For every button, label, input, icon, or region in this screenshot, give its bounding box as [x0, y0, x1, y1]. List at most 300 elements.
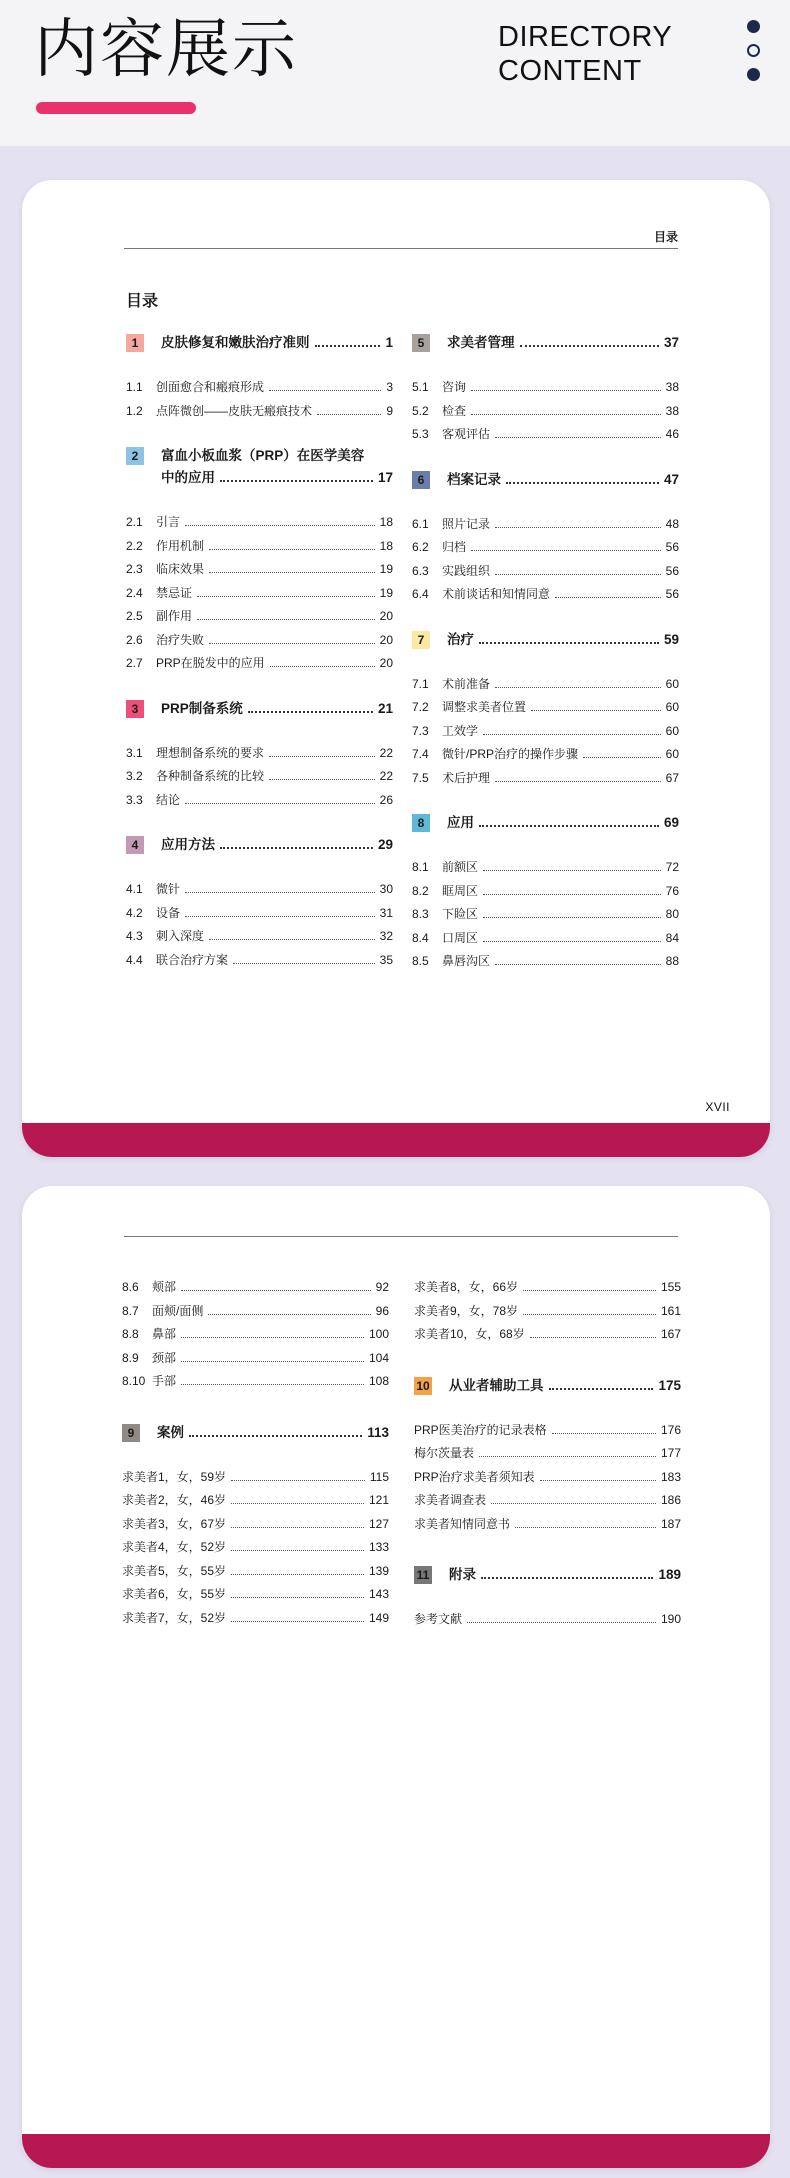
dot-leader	[479, 825, 659, 827]
entry-page: 143	[368, 1587, 389, 1601]
entry-title: 求美者知情同意书	[414, 1516, 511, 1531]
toc-page-2	[22, 1186, 770, 2168]
entry-page: 104	[368, 1350, 389, 1365]
dot-leader	[185, 892, 375, 893]
toc-entry[interactable]	[122, 1347, 389, 1371]
chapter-page: 59	[663, 631, 679, 647]
chapter-heading[interactable]	[126, 332, 393, 354]
page-footer-band	[22, 2134, 770, 2168]
dot-leader	[269, 756, 375, 757]
toc-entry[interactable]	[412, 673, 679, 697]
toc-entry[interactable]	[126, 400, 393, 424]
entry-number: 2.1	[126, 515, 143, 529]
toc-entry[interactable]	[412, 767, 679, 791]
entry-title: 引言	[156, 515, 181, 529]
chapter-title-line	[161, 332, 393, 354]
dot-icon	[747, 68, 760, 81]
entry-page: 167	[660, 1327, 681, 1341]
chapter-page: 189	[658, 1567, 681, 1582]
chapter-title: 应用	[447, 815, 474, 830]
header-en-line2: CONTENT	[498, 55, 642, 87]
entry-page: 56	[665, 563, 679, 578]
chapter-title-line	[449, 1375, 681, 1397]
entry-title: 手部	[152, 1374, 177, 1388]
chapter-heading[interactable]	[414, 1375, 681, 1397]
dot-leader	[181, 1361, 364, 1362]
toc-entry[interactable]	[122, 1513, 389, 1537]
entry-page: 186	[660, 1493, 681, 1507]
page-number: XVII	[705, 1100, 730, 1114]
toc-entry[interactable]	[126, 902, 393, 926]
toc-entry[interactable]	[126, 878, 393, 902]
toc-entry[interactable]	[412, 376, 679, 400]
chapter-heading[interactable]	[412, 812, 679, 834]
entry-page: 35	[379, 952, 393, 967]
chapter-title-block	[161, 698, 393, 720]
entry-title: 下睑区	[442, 907, 479, 921]
dot-leader	[181, 1384, 364, 1385]
chapter-heading[interactable]	[414, 1564, 681, 1586]
dot-leader	[479, 1456, 656, 1457]
entry-page: 22	[379, 769, 393, 783]
dot-leader	[495, 687, 661, 688]
entry-title: 创面愈合和瘢痕形成	[156, 380, 265, 394]
dot-leader	[495, 964, 661, 965]
dot-icon	[747, 20, 760, 33]
chapter-title-line	[447, 812, 679, 834]
entry-number: 2.7	[126, 656, 143, 670]
entry-page: 38	[665, 380, 679, 394]
toc-entry[interactable]	[126, 605, 393, 629]
entry-number: 7.5	[412, 770, 429, 785]
chapter-number-badge: 2	[126, 447, 144, 465]
toc-entry[interactable]	[126, 582, 393, 606]
chapter-page: 1	[385, 335, 393, 350]
entry-page: 161	[660, 1303, 681, 1318]
chapter-title-line	[161, 834, 393, 856]
toc-entry[interactable]	[412, 560, 679, 584]
toc-entry[interactable]	[126, 789, 393, 813]
chapter-title-block	[157, 1422, 389, 1444]
toc-entry[interactable]	[122, 1607, 389, 1631]
chapter-heading[interactable]	[126, 834, 393, 856]
entry-title: 归档	[442, 540, 467, 554]
entry-page: 80	[665, 907, 679, 921]
entry-title: 禁忌证	[156, 585, 193, 600]
chapter-number-badge: 4	[126, 836, 144, 854]
chapter-title-block	[449, 1564, 681, 1586]
entry-title: 眶周区	[442, 883, 479, 898]
entry-title: 求美者9，女，78岁	[414, 1303, 519, 1318]
toc-entry[interactable]	[126, 511, 393, 535]
entry-number: 2.3	[126, 562, 143, 576]
toc-entry[interactable]	[412, 423, 679, 447]
entry-title: 求美者3，女，67岁	[122, 1516, 227, 1531]
chapter-page: 17	[377, 470, 393, 485]
dot-leader	[531, 710, 661, 711]
header-accent-bar	[36, 102, 196, 114]
chapter-title-wrap	[447, 332, 679, 354]
chapter-title-line	[447, 629, 679, 651]
entry-page: 67	[665, 770, 679, 785]
dot-leader	[495, 781, 661, 782]
entry-title: PRP在脱发中的应用	[156, 656, 265, 670]
dot-leader	[269, 779, 375, 780]
dot-leader	[491, 1503, 656, 1504]
toc-entry[interactable]	[412, 927, 679, 951]
toc-entry[interactable]	[122, 1583, 389, 1607]
dot-leader	[231, 1621, 364, 1622]
toc-entry[interactable]	[414, 1466, 681, 1490]
entry-page: 22	[379, 745, 393, 760]
toc-entry[interactable]	[414, 1323, 681, 1347]
toc-entry[interactable]	[122, 1560, 389, 1584]
spacer	[412, 607, 679, 629]
dot-leader	[483, 941, 661, 942]
chapter-number-badge: 5	[412, 334, 430, 352]
toc-entry[interactable]	[412, 536, 679, 560]
entry-page: 32	[379, 929, 393, 943]
dot-leader	[181, 1337, 364, 1338]
chapter-title-line	[449, 1564, 681, 1586]
entry-number: 8.6	[122, 1280, 139, 1294]
dot-leader	[209, 939, 375, 940]
chapter-title: 应用方法	[161, 837, 215, 852]
top-rule	[124, 1236, 678, 1237]
toc-entry[interactable]	[126, 535, 393, 559]
toc-entry[interactable]	[122, 1489, 389, 1513]
chapter-heading[interactable]	[412, 629, 679, 651]
entry-title: 面颊/面侧	[152, 1303, 204, 1318]
entry-page: 3	[386, 380, 393, 394]
chapter-title: 中的应用	[161, 470, 215, 485]
entry-title: 点阵微创——皮肤无瘢痕技术	[156, 403, 313, 418]
spacer	[414, 1536, 681, 1564]
chapter-title-wrap	[161, 834, 393, 856]
chapter-title-block	[161, 332, 393, 354]
chapter-heading[interactable]	[412, 332, 679, 354]
toc-entry[interactable]	[412, 950, 679, 974]
dot-leader	[483, 870, 661, 871]
entry-page: 100	[368, 1327, 389, 1341]
dot-leader	[220, 480, 373, 482]
entry-title: 客观评估	[442, 427, 491, 441]
toc-entry[interactable]	[126, 376, 393, 400]
chapter-title: 治疗	[447, 631, 474, 647]
chapter-title: 求美者管理	[447, 335, 515, 350]
toc-entry[interactable]	[414, 1442, 681, 1466]
entry-number: 6.4	[412, 587, 429, 601]
entry-page: 38	[665, 403, 679, 418]
entry-page: 96	[375, 1303, 389, 1318]
entry-number: 3.1	[126, 745, 143, 760]
entry-title: 照片记录	[442, 516, 491, 531]
dot-leader	[248, 711, 373, 713]
dot-leader	[515, 1527, 656, 1528]
header-title: 内容展示	[34, 13, 298, 87]
chapter-title-block	[161, 445, 393, 489]
toc-entry[interactable]	[412, 743, 679, 767]
chapter-title-wrap	[161, 445, 393, 489]
chapter-title-block	[161, 834, 393, 856]
entry-page: 60	[665, 747, 679, 761]
chapter-title-wrap	[447, 629, 679, 651]
chapter-title-line	[161, 467, 393, 489]
chapter-title-wrap	[157, 1422, 389, 1444]
entry-number: 4.4	[126, 952, 143, 967]
spacer	[126, 423, 393, 445]
dot-leader	[467, 1622, 656, 1623]
dot-leader	[471, 390, 661, 391]
chapter-title: 皮肤修复和嫩肤治疗准则	[161, 335, 310, 350]
dot-leader	[220, 847, 373, 849]
entry-title: 求美者调查表	[414, 1493, 487, 1507]
dot-leader	[555, 597, 661, 598]
chapter-title-wrap	[161, 698, 393, 720]
entry-number: 8.4	[412, 930, 429, 945]
toc-entry[interactable]	[122, 1536, 389, 1560]
entry-page: 176	[660, 1422, 681, 1437]
entry-number: 8.2	[412, 883, 429, 898]
entry-title: 颈部	[152, 1350, 177, 1365]
entry-number: 8.10	[122, 1374, 146, 1388]
entry-number: 7.2	[412, 700, 429, 714]
entry-page: 20	[379, 609, 393, 623]
chapter-heading[interactable]	[122, 1422, 389, 1444]
entry-title: 术后护理	[442, 770, 491, 785]
entry-page: 20	[379, 656, 393, 670]
entry-title: 联合治疗方案	[156, 952, 229, 967]
page-footer-band	[22, 1123, 770, 1157]
entry-number: 8.1	[412, 860, 429, 874]
toc-entry[interactable]	[414, 1276, 681, 1300]
chapter-heading[interactable]	[126, 698, 393, 720]
entry-title: 治疗失败	[156, 632, 205, 647]
header-english-title	[498, 20, 672, 88]
toc-entry[interactable]	[126, 765, 393, 789]
dot-leader	[495, 527, 661, 528]
toc-entry[interactable]	[414, 1300, 681, 1324]
toc-entry[interactable]	[414, 1489, 681, 1513]
entry-title: 设备	[156, 905, 181, 920]
dot-leader	[231, 1527, 364, 1528]
entry-title: 求美者2，女，46岁	[122, 1493, 227, 1507]
chapter-title-line	[447, 469, 679, 491]
header-banner	[0, 0, 790, 146]
toc-page-1	[22, 180, 770, 1157]
dot-leader	[471, 414, 661, 415]
top-rule	[124, 248, 678, 249]
spacer	[412, 790, 679, 812]
dot-leader	[269, 390, 381, 391]
toc-entry[interactable]	[412, 903, 679, 927]
chapter-title-block	[447, 629, 679, 651]
toc-entry[interactable]	[414, 1513, 681, 1537]
chapter-page: 69	[663, 815, 679, 830]
chapter-heading[interactable]	[126, 445, 393, 489]
chapter-title-wrap	[449, 1564, 681, 1586]
entry-number: 6.2	[412, 540, 429, 554]
entry-page: 187	[660, 1516, 681, 1531]
chapter-title: 从业者辅助工具	[449, 1377, 544, 1393]
entry-title: 求美者4，女，52岁	[122, 1540, 227, 1554]
dot-leader	[185, 916, 375, 917]
entry-page: 19	[379, 562, 393, 576]
dot-leader	[231, 1597, 364, 1598]
entry-number: 8.8	[122, 1327, 139, 1341]
chapter-title-block	[449, 1375, 681, 1397]
entry-title: 微针/PRP治疗的操作步骤	[442, 747, 579, 761]
dot-leader	[471, 550, 661, 551]
chapter-number-badge: 1	[126, 334, 144, 352]
entry-title: 鼻部	[152, 1327, 177, 1341]
entry-page: 127	[368, 1516, 389, 1531]
entry-title: 口周区	[442, 930, 479, 945]
chapter-number-badge: 10	[414, 1377, 432, 1395]
entry-page: 92	[375, 1280, 389, 1294]
toc-entry[interactable]	[122, 1323, 389, 1347]
dot-leader	[549, 1388, 654, 1390]
entry-title: 求美者10，女，68岁	[414, 1327, 525, 1341]
entry-page: 46	[665, 427, 679, 441]
dot-leader	[197, 596, 375, 597]
toc-entry[interactable]	[126, 925, 393, 949]
toc-entry[interactable]	[122, 1466, 389, 1490]
toc-entry[interactable]	[126, 629, 393, 653]
entry-number: 3.2	[126, 769, 143, 783]
entry-number: 8.7	[122, 1303, 139, 1318]
entry-title: 术前谈话和知情同意	[442, 587, 551, 601]
entry-number: 7.1	[412, 676, 429, 691]
dot-leader	[552, 1433, 656, 1434]
entry-number: 4.3	[126, 929, 143, 943]
dot-leader	[483, 734, 661, 735]
entry-page: 56	[665, 540, 679, 554]
dot-leader	[189, 1435, 362, 1437]
chapter-title-wrap	[449, 1375, 681, 1397]
entry-page: 108	[368, 1374, 389, 1388]
chapter-title-wrap	[447, 812, 679, 834]
entry-title: PRP医美治疗的记录表格	[414, 1422, 547, 1437]
entry-page: 76	[665, 883, 679, 898]
entry-page: 18	[379, 515, 393, 529]
chapter-number-badge: 6	[412, 471, 430, 489]
entry-title: 微针	[156, 882, 181, 896]
entry-title: 求美者5，女，55岁	[122, 1563, 227, 1578]
toc-entry[interactable]	[126, 949, 393, 973]
chapter-title-line	[157, 1422, 389, 1444]
entry-title: 咨询	[442, 380, 467, 394]
dot-leader	[270, 666, 375, 667]
entry-number: 5.2	[412, 403, 429, 418]
chapter-page: 21	[377, 700, 393, 716]
entry-page: 60	[665, 676, 679, 691]
running-head: 目录	[653, 230, 678, 244]
toc-entry[interactable]	[122, 1276, 389, 1300]
toc-entry[interactable]	[122, 1370, 389, 1394]
dot-leader	[181, 1290, 371, 1291]
chapter-number-badge: 3	[126, 700, 144, 718]
toc-entry[interactable]	[412, 400, 679, 424]
chapter-page: 113	[367, 1424, 389, 1440]
chapter-page: 47	[663, 471, 679, 487]
entry-page: 26	[379, 792, 393, 807]
dot-leader	[583, 757, 661, 758]
toc-entry[interactable]	[126, 742, 393, 766]
entry-number: 8.5	[412, 954, 429, 968]
dot-leader	[185, 803, 375, 804]
entry-number: 2.6	[126, 632, 143, 647]
entry-page: 121	[368, 1493, 389, 1507]
dot-leader	[209, 572, 375, 573]
dot-leader	[506, 482, 659, 484]
entry-number: 2.2	[126, 538, 143, 553]
toc-entry[interactable]	[412, 513, 679, 537]
toc-right-column	[412, 332, 679, 974]
dot-leader	[530, 1337, 656, 1338]
chapter-title-line	[161, 445, 393, 467]
spacer	[122, 1394, 389, 1422]
entry-page: 88	[665, 954, 679, 968]
toc-entry[interactable]	[414, 1608, 681, 1632]
chapter-number-badge: 11	[414, 1566, 432, 1584]
toc-entry[interactable]	[412, 880, 679, 904]
toc-entry[interactable]	[412, 856, 679, 880]
entry-title: 副作用	[156, 609, 193, 623]
entry-title: 求美者7，女，52岁	[122, 1610, 227, 1625]
toc-entry[interactable]	[126, 558, 393, 582]
chapter-title: PRP制备系统	[161, 700, 243, 716]
dot-leader	[209, 549, 375, 550]
chapter-number-badge: 8	[412, 814, 430, 832]
entry-title: 参考文献	[414, 1612, 463, 1626]
entry-page: 155	[660, 1280, 681, 1294]
entry-title: PRP治疗求美者须知表	[414, 1469, 535, 1484]
chapter-title: 档案记录	[447, 471, 501, 487]
dot-leader	[185, 525, 375, 526]
chapter-title-block	[447, 332, 679, 354]
entry-title: 结论	[156, 792, 181, 807]
chapter-title: 富血小板血浆（PRP）在医学美容	[161, 448, 365, 463]
entry-title: 调整求美者位置	[442, 700, 527, 714]
entry-page: 190	[660, 1612, 681, 1626]
dot-leader	[540, 1480, 656, 1481]
entry-page: 60	[665, 700, 679, 714]
entry-page: 31	[379, 905, 393, 920]
spacer	[126, 812, 393, 834]
entry-page: 30	[379, 882, 393, 896]
entry-page: 56	[665, 587, 679, 601]
entry-title: 实践组织	[442, 563, 491, 578]
dot-leader	[208, 1314, 370, 1315]
toc-left-column	[122, 1276, 389, 1630]
toc-entry[interactable]	[122, 1300, 389, 1324]
entry-number: 4.2	[126, 905, 143, 920]
entry-number: 8.3	[412, 907, 429, 921]
chapter-title: 案例	[157, 1424, 184, 1440]
chapter-heading[interactable]	[412, 469, 679, 491]
toc-entry[interactable]	[412, 583, 679, 607]
toc-entry[interactable]	[414, 1419, 681, 1443]
toc-entry[interactable]	[412, 720, 679, 744]
entry-number: 7.3	[412, 723, 429, 738]
toc-entry[interactable]	[412, 696, 679, 720]
entry-page: 84	[665, 930, 679, 945]
entry-number: 5.1	[412, 380, 429, 394]
spacer	[126, 676, 393, 698]
entry-page: 19	[379, 585, 393, 600]
toc-entry[interactable]	[126, 652, 393, 676]
